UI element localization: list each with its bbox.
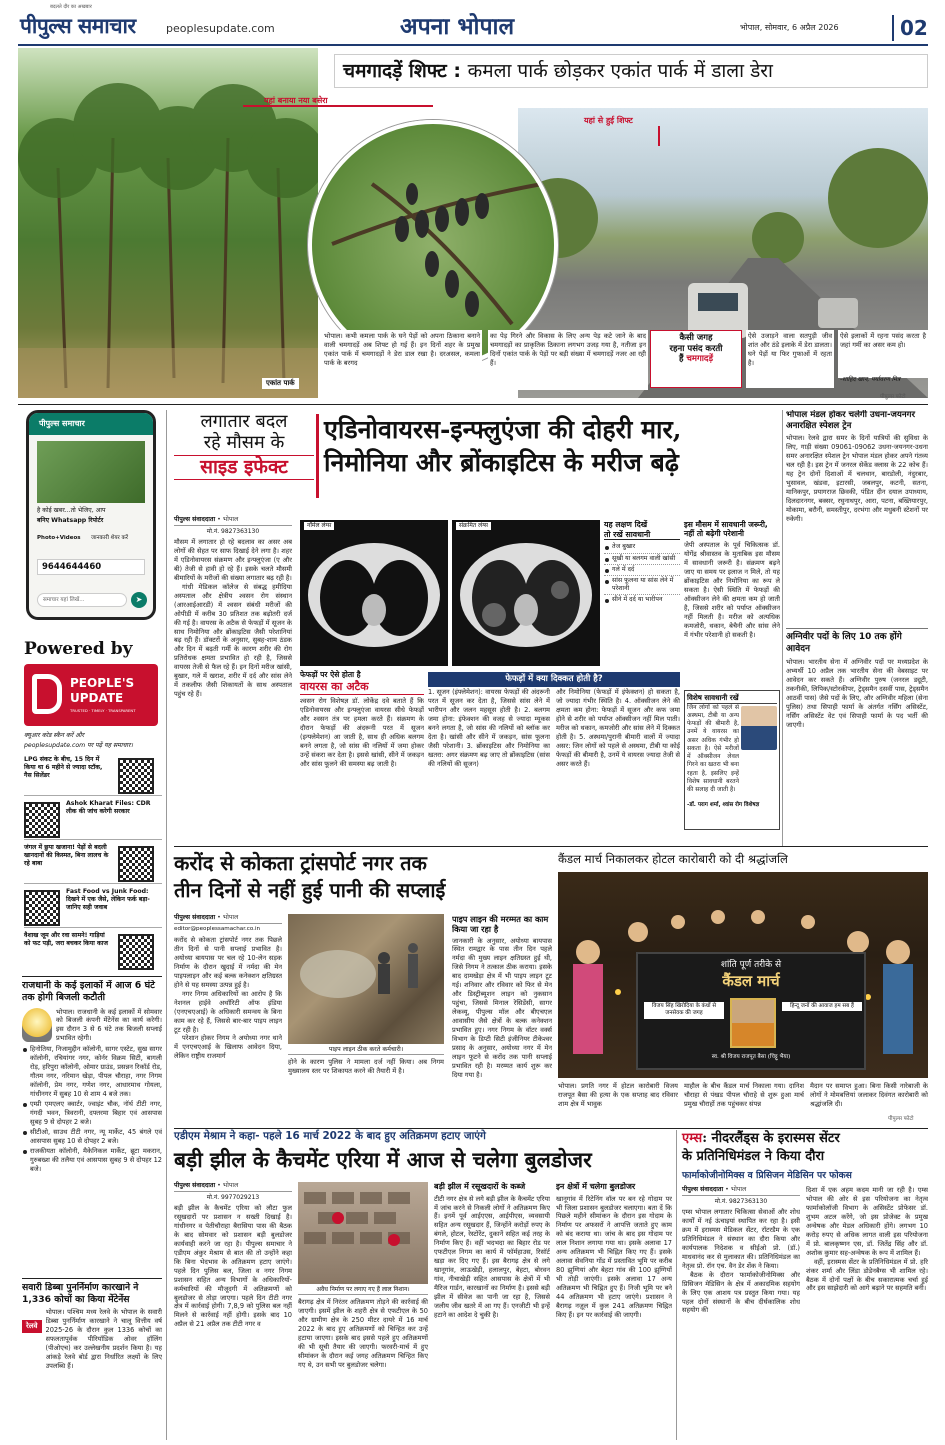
candle-caption-2: माहौल के बीच कैंडल मार्च निकाला गया। दानिश चौराहा से पंखड पीपल चौराहे से शुरू हुआ मार्च प्रमुख चौराहों तक पहुंचकर संपन्न [684,1082,804,1108]
lake-mid-column [434,1182,550,1438]
bulb-icon [22,1008,52,1042]
rail-body: भोपाल। पश्चिम मध्य रेलवे के भोपाल के सवारी डिब्बा पुनर्निर्माण कारखाने ने चालू वित्तीय वर्ष 2025-26 के दौरान कुल 1336 कोचों का सफलतापूर्वक पीरियॉडिक ओवर हॉलिंग (पीओएच) कर उल्लेखनीय प्रदर्शन किया है। यह आंकड़े रेलवे बोर्ड द्वारा निर्धारित लक्ष्यों के लिए उपलब्धि हैं। [45,1308,162,1370]
aiims-kicker: एम्स [682,1131,703,1146]
bats-headline-main: कमला पार्क छोड़कर एकांत पार्क में डाला डेरा [467,60,773,82]
lake-right-column [556,1182,672,1438]
adeno-headline-divider [316,414,319,498]
bats-body-1: भोपाल। कभी कमला पार्क के घने पेड़ों को अपना ठिकाना बनाने वाली चमगादड़ें अब शिफ्ट हो गई हैं। इन दिनों शहर के प्रमुख एकांत पार्क में चमगादड़ों ने डेरा डाल रखा है। दरअसल, कमला पार्क के बरगद [322,330,482,390]
list-item: सीटीओ, साउथ टीटी नगर, न्यू मार्केट, 45 बंगले एवं आसपास सुबह 10 से दोपहर 2 बजे। [22,1128,162,1146]
lake-right-body: खानूगांव में रिटेनिंग वॉल पर बन रहे गोदाम पर भी जिला प्रशासन बुलडोजर चलाएगा। बता दें कि पिछले महीने सीमांकन के दौरान इस गोदाम के निर्माण पर अफसरों ने आपत्ति जताते हुए काम को बंद कराया था। जांच के बाद इस गोदाम पर लाल निशान लगाया गया था। इसके अलावा 17 अन्य अतिक्रमण भी चिह्नित किए गए हैं। इसके अलावा सेवनिया गोंड में प्रस्तावित भूमि पर करीब 80 झुग्गियां और बेहटा गांव की 100 झुग्गियों भी तोड़ी जाएंगी। इसके अलावा 17 अन्य अतिक्रमण भी चिह्नित हुए हैं। निजी भूमि पर बने 44 अतिक्रमण भी हटाए जाएंगे। प्रशासन ने बैरागढ़ नज़ूल में कुल 241 अतिक्रमण चिह्नित किए हैं। इन पर कार्रवाई की जाएगी। [556,1194,672,1319]
whatsapp-photo-label: Photo+Videos [37,535,81,541]
lake-mid-body: टीटी नगर क्षेत्र से लगे बड़ी झील के कैचमेंट एरिया में जांच करने से निकली लोगों ने अतिक्रमण किए हैं। इनमें पूर्व आईएएस, आईपीएस, व्यवसायी सहित अन्य रसूखदार हैं, जिन्होंने करोड़ों रुपए के बंगले, होटल, रेस्टोरेंट, दुकानें सहित कई तरह के निर्माण किए हैं। वहीं भदभदा का बिहार रोड पर एफटीएल निगम का कार्य में फॉर्महाउस, रिसॉर्ट खड़ा कर दिए गए हैं। इस बैरागढ़ क्षेत्र से लगे खानूगांव, लाऊखेड़ी, हलालपुर, बेहटा, बोरवन गांव, नीचाखेड़ी सहित आसपास के क्षेत्रों में भी मैरिज गार्डन, कारखानों का निर्माण है। इससे बड़ी झील में सीवेज का पानी जा रहा है, जिससे जलीय जीव खतरे में आ गए हैं। एनजीटी भी इन्हें हटाने का आदेश दे चुकी है। [434,1194,550,1319]
qr-code-icon[interactable] [24,890,60,926]
bats-habitat-box [650,330,928,390]
whatsapp-send-icon[interactable]: ➤ [131,592,147,608]
special-care-credit: -डॉ. पराग शर्मा, श्वांस रोग विशेषज्ञ [687,801,760,808]
candle-caption-3: मैदान पर समाप्त हुआ। बिना किसी नारेबाजी के लोगों ने मोमबत्तियां जलाकर दिवंगत कारोबारी को श्रद्धांजलि दी। [810,1082,928,1108]
promo-item[interactable]: LPG संकट के बीच, 15 दिन में किया था 6 महीने से ज्यादा स्टॉक, गैस सिलेंडर [24,756,162,796]
bats-headline [334,54,928,88]
doctor-photo [741,706,777,750]
aiims-story [682,1130,928,1440]
rule-2 [174,846,928,847]
list-item: राजकीयता कॉलोनी, मैकेनिकल मार्केट, ब्रूटा मकरान, गुरुबख्श की तलैया एवं आसपास सुबह 9 से दोपहर 12 बजे। [22,1147,162,1174]
bats-headline-sep: : [453,60,461,82]
whatsapp-share-label: जानकारी शेयर करें [91,535,129,541]
rail-headline: सवारी डिब्बा पुनर्निर्माण कारखाने ने 1,336 कोचों का किया मेंटेनेंस [22,1282,139,1305]
candle-march-story [558,850,928,1126]
lake-aiims-divider [676,1130,677,1440]
banner-small-left: विजय सिंह खिरोदिया के कंधों से जनसेवक की जगह [644,1002,724,1019]
powered-by-label: Powered by [24,639,133,659]
rail-story [22,1282,162,1438]
water-side-body: जानकारी के अनुसार, अयोध्या बायपास स्थित रामद्वार के पास तीन दिन पहले नर्मदा की मुख्य लाइन क्षतिग्रस्त हुई थी, जिसे निगम ने तत्काल ठीक कराया। इसके बाद दामखेड़ा क्षेत्र में भी पाइप लाइन टूट गई। शनिवार और रविवार को फिर से मेन और डिस्ट्रीब्यूशन लाइन को नुकसान पहुंचा, जिससे मिनाल रेसिडेंसी, सागर लेकव्यू, पीपुल्स मॉल और बीएचएल आवासीय जैसे क्षेत्रों के बल्क कनेक्शन प्रभावित हुए। नगर निगम के वॉटर वर्क्स विभाग के डिप्टी सिटी इंजीनियर टीकेश्वर प्रसाद के अनुसार, अयोध्या नगर में मेन लाइन फूटने से करोंद तक पानी सप्लाई प्रभावित रही है। मरम्मत कार्य शुरू कर दिया गया है। [452,936,552,1079]
brand-line-2: UPDATE [70,691,124,705]
pipeline-repair-photo [288,914,444,1044]
banner-line-1: शांति पूर्ण तरीके से [720,960,782,970]
lung-attack-box [300,670,424,828]
rail-tag: रेलवे [22,1320,42,1333]
symptoms-box [604,520,680,666]
water-byline: पीपुल्स संवाददाता • भोपाल editor@peoplessamachar.co.in [174,914,282,934]
care-headline: इस मौसम में सावधानी जरूरी, नहीं तो बढ़ेगी परेशानी [684,520,768,539]
shift-arrow [658,126,660,146]
ekant-park-caption: एकांत पार्क [262,378,299,389]
peoples-update-logo [24,664,158,726]
infected-lung-scan [452,520,600,666]
aiims-byline: पीपुल्स संवाददाता • भोपाल मो.नं. 9827363130 [682,1186,800,1206]
aiims-body-2: दिशा में एक अहम कदम मानी जा रही है। एम्स भोपाल की ओर से इस परियोजना का नेतृत्व फार्माकोलॉजी विभाग के असिस्टेंट प्रोफेसर डॉ. शुभम अटल करेंगे, जो इस प्रोजेक्ट के प्रमुख अन्वेषक और मेडल अधिकारी होंगे। लगभग 10 करोड़ रुपए से अधिक लागत वाली इस परियोजना में प्रो. बालकृष्णन एस, डॉ. जितेंद्र सिंह और डॉ. अशोक कुमार सह-अन्वेषक के रूप में शामिल हैं। वहीं, इरास्मस सेंटर के प्रतिनिधिमंडल में प्रो. हरि शंकर शर्मा और लिंडा डोडेनबैग्स भी शामिल रहे। बैठक में दोनों पक्षों के बीच सकारात्मक चर्चा हुई और इस साझेदारी को आगे बढ़ाने पर सहमति बनी। [806,1186,928,1293]
whatsapp-photo [37,441,145,503]
list-item: सूखी या बलगम वाली खांसी [604,555,680,565]
lake-headline: बड़ी झील के कैचमेंट एरिया में आज से चलेगा बुलडोजर [174,1147,592,1172]
lung-scan-illustration [452,520,600,666]
lung-problems-col-1: 1. सूजन (इंफ्लेमेशन): वायरस फेफड़ों की अंदरूनी परत में सूजन कर देता है, जिससे सांस लेने में भारीपन और जलन महसूस होती है। 2. बलगम जमा होना: इंफेक्शन की वजह से ज्यादा म्यूकस बनने लगता है, जो सांस की नलियों को ब्लॉक कर देता है। खांसी और सीने में जकड़न, सांस फूलना जैसी परेशानी। 3. ब्रोंकाइटिस और निमोनिया का खतरा: अगर संक्रमण बढ़ जाए तो ब्रोंकाइटिस (सांस की नलियों की सूजन) [428,688,550,768]
water-story [174,850,552,1126]
power-cut-list [22,1045,162,1174]
scan-label-infected: संक्रमित लंग्स [456,522,491,530]
bats-headline-kicker: चमगादड़ें शिफ्ट [343,60,447,82]
pipeline-photo-caption: पाइप लाइन ठीक करते कर्मचारी। [288,1046,444,1055]
water-side [452,914,552,1124]
lake-mid-headline: बड़ी झील में रसूखदारों के कब्जे [434,1182,526,1191]
promo-item[interactable]: Ashok Kharat Files: CDR लीक की जांच करेगी सरकार [24,800,162,840]
new-roost-arrow [243,105,433,107]
brand-line-1: PEOPLE'S [70,676,135,690]
habitat-box-text-1: ऐसे उजाड़ने वाला सतपुड़ी जीव शांत और ठंडे इलाके में डेरा डालता। घने पेड़ों या फिर गुफाओं में रहता है। [746,330,834,388]
special-care-headline: विशेष सावधानी रखें [687,693,777,704]
lung-problems-headline: फेफड़ों में क्या दिक्कत होती है? [428,672,680,687]
power-cut-body: भोपाल। राजधानी के कई इलाकों में सोमवार को बिजली कंपनी मेंटेनेंस का कार्य करेगी। इस दौरान 3 से 6 घंटे तक बिजली सप्लाई प्रभावित रहेगी। [56,1007,162,1043]
water-body-2: होने के कारण पुलिस ने मामला दर्ज नहीं किया। अब निगम मुख्यालय स्तर पर शिकायत करने की तैयारी में है। [288,1058,444,1075]
habitat-box-title: कैसी जगह रहना पसंद करती हैं चमगादड़ें [650,330,742,388]
qr-code-icon[interactable] [118,846,154,882]
scan-label-normal: नॉर्मल लंग्स [304,522,334,530]
rule-1 [18,404,928,405]
list-item: हिनोतिया, निजामुद्दीन कॉलोनी, सागर एस्टेट, सुख सागर कॉलोनी, रचियांगर नगर, कोर्नर विक्रम सिटी, बागली रोड़, हरिपुरा कॉलोनी, ओमार ग्राउंड, प्रसन्नन रिकॉर्ड रोड, गौतम नगर, नरिमान खेड़ा, पीपल चौराहा, नगर निगम कॉलोनी, प्रेम नगर, गणेश नगर, आधारमाथ गोयला, गांधीनगर में सुबह 10 से शाम 4 बजे तक। [22,1045,162,1099]
habitat-box-text-2: ऐसे इलाकों में रहना पसंद करता है जहां गर्मी का असर कम हो। [838,330,928,378]
list-item: गले में दर्द [604,566,680,576]
train-body: भोपाल। रेलवे द्वारा समर के दिनों यात्रियों की सुविधा के लिए, गाड़ी संख्या 09061-09062 उधना-जयनगर-उधना समर अनारक्षित स्पेशल ट्रेन भोपाल मंडल होकर अपने गंतव्य चल रही है। इस ट्रेन में जनरल सेकेंड क्लास के 22 कोच हैं। यह ट्रेन दोनों दिशाओं में चलथान, बारडोली, नंदुरबार, भुसावल, खंडवा, इटारसी, जबलपुर, कटनी, सतना, मानिकपुर, प्रयागराज छिवकी, पंडित दीन दयाल उपाध्याय, दिलदारनगर, बक्सर, रघुनाथपुर, आरा, पटना, बख्तियारपुर, मोकामा, बरौनी, समस्तीपुर, दरभंगा और मधुबनी स्टेशनों पर रुकेगी। [786,434,928,524]
banner-portrait [730,998,776,1048]
lake-kicker: एडीएम मेश्राम ने कहा- पहले 16 मार्च 2022 के बाद हुए अतिक्रमण हटाए जाएंगे [174,1130,486,1142]
promo-item[interactable]: जंगल में छुपा खजाना! पेड़ों से बदली खानदानों की किस्मत, बिना लालच के रहे बाबा [24,844,162,884]
new-roost-label: यहां बनाया नया बसेरा [264,96,328,105]
train-headline: भोपाल मंडल होकर चलेगी उधना-जयनगर अनारक्षित स्पेशल ट्रेन [786,410,916,431]
whatsapp-number[interactable]: 9644644460 [37,559,145,575]
agniveer-body: भोपाल। भारतीय सेना में अग्निवीर पदों पर मध्यप्रदेश के अभ्यर्थी 10 अप्रैल तक भारतीय सेना की वेबसाइट पर आवेदन कर सकते हैं। अग्निवीर पुरुष (जनरल ड्यूटी, तकनीकी, लिपिक/स्टोरकीपर, ट्रेड्समैन दसवीं पास, ट्रेड्समैन आठवीं पास) जैसे पदों के लिए, और अग्निवीर महिला (सेना पुलिस) तथा सिपाही फार्मा के अंतर्गत नर्सिंग असिस्टेंट, नर्सिंग असिस्टेंट वेट एवं सिपाही फार्मा के पद भर्ती की जाएगी। [786,657,928,729]
candle-photo-credit: पीपुल्स फोटो [888,1116,914,1122]
sidebar-rule-1 [22,976,162,977]
lake-body-2: बैरागढ़ क्षेत्र में निरंतर अतिक्रमण तोड़ने की कार्रवाई की जाएगी। इसमें झील के शहरी क्षेत्र से एफटीएल के 50 और ग्रामीण क्षेत्र के 250 मीटर दायरे में 16 मार्च 2022 के बाद हुए अतिक्रमणों को चिन्हित कर उन्हें हटाया जाएगा। इसके बाद इससे पहले हुए अतिक्रमणों की भी सूची तैयार की जाएगी। फरवरी-मार्च में हुए सीमांकन के दौरान कई जगह अतिक्रमण चिन्हित किए गए थे, उन सभी पर बुलडोजर चलेगा। [298,1298,428,1369]
promo-list [24,756,162,976]
water-side-headline: पाइप लाइन की मरम्मत का काम किया जा रहा है [452,914,549,935]
lung-attack-sub: फेफड़ों पर ऐसे होता है [300,670,361,679]
lake-body-1: बड़ी झील के कैचमेंट एरिया को लौटा फुल रसूखदारों पर प्रशासन न सख्ती दिखाई है। गांधीनगर व पेतीचौराहा बैरासिया पास की बैठक के बाद सोमवार को प्रशासन बड़ी बुलडोजर कार्यवाही करने जा रहा है। पीपुल्स समाचार ने एडीएम अंकुर मेश्राम से बात की तो उन्होंने कहा कि बिना भेदभाव के अतिक्रमण हटाए जाएंगे। पहले दिन पुलिस बल, जिला व नगर निगम प्रशासन सहित अन्य विभागों के अधिकारियों-कर्मचारियों की मौजूदगी में अतिक्रमणों को बुलडोजर से तोड़ा जाएगा। पहले दिन टीटी नगर क्षेत्र में कार्रवाई होगी। 7,8,9 को पुलिस बल नहीं मिलने से कार्रवाई नहीं होगी। इसके बाद 10 अप्रैल से 21 अप्रैल तक टीटी नगर व [174,1204,292,1329]
page-number: 02 [892,15,926,41]
whatsapp-promo [26,410,156,620]
adeno-body: मौसम में लगातार हो रहे बदलाव का असर अब लोगों की सेहत पर साफ दिखाई देने लगा है। शहर में एडिनोवायरस संक्रमण और इन्फ्लुएंजा (ए और बी) तेजी से हावी हो रहे हैं। इसके चलते मौसमी बीमारियों के मरीजों की संख्या लगातार बढ़ रही है। गांधी मेडिकल कॉलेज से संबद्ध हमीदिया अस्पताल और क्षेत्रीय श्वसन रोग संस्थान (आरआईआरडी) में श्वसन संबंधी मरीजों की ओपीडी में करीब 30 प्रतिशत तक बढ़ोतरी दर्ज की गई है। वायरस के अटैक से फेफड़ों में सूजन के साथ निमोनिया और ब्रोंकाइटिस जैसी परेशानियां बढ़ रही हैं। डॉक्टरों के अनुसार, सुबह-शाम ठंडक और दिन में बढ़ती गर्मी के कारण शरीर की रोग प्रतिरोधक क्षमता प्रभावित हो रही है, जिससे वायरस तेजी से फैल रहे हैं। इन दिनों मरीज खांसी, बुखार, गले में खराश, शरीर में दर्द और सांस लेने में तकलीफ जैसी शिकायतों के साथ अस्पताल पहुंच रहे हैं। [174,538,292,699]
lung-attack-head: वायरस का अटैक [300,680,424,696]
rule-3 [174,1128,928,1129]
right-col-divider [782,410,783,846]
dateline: भोपाल, सोमवार, 6 अप्रैल 2026 [740,23,839,32]
qr-code-icon[interactable] [118,758,154,794]
adeno-story [174,410,780,860]
masthead-logo: पीपुल्स समाचार [20,13,136,38]
normal-lung-scan [300,520,448,666]
power-cut-headline: राजधानी के कई इलाकों में आज 6 घंटे तक होगी बिजली कटौती [22,980,155,1003]
wall-illustration [298,1182,428,1284]
candle-headline: कैंडल मार्च निकालकर होटल कारोबारी को दी श्रद्धांजलि [558,852,788,866]
logo-mark-icon [32,674,62,714]
special-care-box [684,690,780,830]
lung-attack-body: श्वसन रोग विशेषज्ञ डॉ. लोकेंद्र दवे बताते हैं कि एडिनोवायरस और इन्फ्लुएंजा वायरस सीधे फेफड़ों और श्वसन तंत्र पर हमला करते हैं। संक्रमण के दौरान फेफड़ों की अंदरूनी परत में सूजन (इन्फ्लेमेशन) आ जाती है, साथ ही अधिक बलगम बनने लगता है, जो सांस की नलियों में जमा होकर उन्हें संकरा कर देता है। इससे खांसी, सीने में जकड़न और सांस फूलने की समस्या बढ़ जाती है। [300,697,424,769]
shift-label: यहां से हुई शिफ्ट [584,116,633,125]
list-item: सांस फूलना या सांस लेने में परेशानी [604,577,680,595]
symptom-list [604,543,680,604]
candle-caption-1: भोपाल। प्रगति नगर में होटल कारोबारी विजय राजपूत बैसा की हत्या के एक सप्ताह बाद रविवार शाम क्षेत्र में भावुक [558,1082,678,1108]
special-care-body: जिन लोगों को पहले से अस्थमा, टीबी या अन्य फेफड़ों की बीमारी है, उनमें ये वायरस का असर अधिक गंभीर हो सकता है। ऐसे मरीजों में ऑक्सीजन लेवल गिरने का खतरा भी बना रहता है, इसलिए इन्हें विशेष सावधानी बरतने की सलाह दी जाती है। [687,703,739,794]
list-item: सीने में दर्द या भारीपन [604,596,680,604]
masthead-website[interactable]: peoplesupdate.com [166,22,275,35]
list-item: एम्प्री एमएलए क्वार्टर, ज्वाइंट चौक, नॉर्थ टीटी नगर, गंगदी भवन, त्रिवरानी, दफ्तरमा बिहार एवं आसपास सुबह 9 से दोपहर 2 बजे। [22,1100,162,1127]
whatsapp-text-2: बनिए Whatsapp रिपोर्टर [37,517,104,524]
left-sidebar [18,410,164,1440]
bats-story [18,48,928,403]
promo-item[interactable]: वैशाख जूम और रवा सामने! गाड़ियां को फट पड़ी, जरा बचकर किया काज [24,932,162,972]
adeno-headline: एडिनोवायरस-इन्फ्लुएंजा की दोहरी मार, निमोनिया और ब्रोंकाइटिस के मरीज बढ़े [324,415,682,477]
lake-story [174,1130,672,1440]
whatsapp-input[interactable]: समाचार यहां लिखें... [37,593,127,607]
masthead-rule [18,44,928,46]
qr-code-icon[interactable] [24,802,60,838]
symptoms-headline: यह लक्षण दिखें तो रखें सावधानी [604,520,680,540]
agniveer-headline: अग्निवीर पदों के लिए 10 तक होंगे आवेदन [786,632,902,654]
lung-scan-illustration [300,520,448,666]
lake-right-headline: इन क्षेत्रों में चलेगा बुलडोजर [556,1182,636,1191]
care-column [684,520,780,685]
adeno-kicker: लगातार बदल रहे मौसम के साइड इफेक्ट [174,412,314,480]
brand-tagline: TRUSTED · TIMELY · TRANSPARENT [70,708,136,713]
masthead-logo-tagline: बदलते दौर का अखबार [50,4,92,10]
lake-byline: पीपुल्स संवाददाता • भोपाल मो.नं. 9977029213 [174,1182,292,1202]
bats-photo-credit: पीपुल्स फोटो [880,394,906,400]
list-item: तेज बुखार [604,543,680,553]
aiims-headline: एम्स: नीदरलैंड्स के इरास्मस सेंटर के प्रतिनिधिमंडल ने किया दौरा [682,1131,840,1164]
train-story [786,410,928,846]
encroachment-photo-caption: अवैध निर्माण पर लगाए गए हैं लाल निशान। [298,1286,428,1295]
encroachment-photo [298,1182,428,1284]
aiims-subheadline: फार्माकोजीनोमिक्स व प्रिसिजन मेडिसिन पर फोकस [682,1170,852,1181]
pipeline-illustration [288,914,444,1044]
lung-problems-col-2: और निमोनिया (फेफड़ों में इंफेक्शन) हो सकता है, जो ज्यादा गंभीर स्थिति है। 4. ऑक्सीजन लेने की क्षमता कम होना: फेफड़ों में सूजन और कफ जमा होने से शरीर को पर्याप्त ऑक्सीजन नहीं मिल पाती। मरीज को थकान, कमजोरी और सांस लेने में दिक्कत होती है। 5. अस्थमा/पुरानी बीमारी वालों में ज्यादा असर: जिन लोगों को पहले से अस्थमा, टीबी या कोई फेफड़ों की बीमारी है, उनमें ये वायरस ज्यादा तेजी से असर करते हैं। [556,688,680,768]
promo-item[interactable]: Fast Food vs Junk Food: दिखने में एक जैसे, लेकिन फर्क बड़ा- जानिए सही जवाब [24,888,162,928]
masthead [0,0,945,44]
adeno-byline: पीपुल्स संवाददाता • भोपाल मो.नं. 9827363130 [174,516,292,536]
sidebar-divider [166,410,167,1440]
sidebar-rule-2 [22,1278,162,1279]
power-cut-story [22,980,162,1276]
banner-line-2: कैंडल मार्च [722,971,780,990]
care-body: जेपी अस्पताल के पूर्व चिकित्सक डॉ. योगेंद्र श्रीवास्तव के मुताबिक इस मौसम में सावधानी जरूरी है। संक्रमण बढ़ने जाए या समय पर इलाज न मिले, तो यह ब्रोंकाइटिस और निमोनिया का रूप ले सकता है। ऐसी स्थिति में फेफड़ों की ऑक्सीजन लेने की क्षमता कम हो जाती है, जिससे शरीर को पर्याप्त ऑक्सीजन नहीं मिलती है। मरीज को अत्यधिक कमजोरी, थकान, बेचैनी और सांस लेने में गंभीर परेशानी हो सकती है। [684,540,780,639]
lung-problems-box [428,672,680,830]
whatsapp-text-1: है कोई खबर...तो भेजिए, आप [37,507,106,514]
candle-march-photo [558,872,928,1078]
aiims-body-1: एम्स भोपाल लगातार चिकित्सा सेवाओं और शोध कार्यों में नई ऊंचाइयां स्थापित कर रहा है। इसी क्रम में इरास्मस मेडिकल सेंटर, रॉटरडैम के एक प्रतिनिधिमंडल ने संस्थान का दौरा किया और कार्यपालक निदेशक व सीईओ प्रो. (डॉ.) माधवानंद कर से मुलाकात की। प्रतिनिधिमंडल का नेतृत्व प्रो. रॉन एच. वैन डेर शेंक ने किया। बैठक के दौरान फार्माकोजीनोमिक्स और प्रिसिजन मेडिसिन के क्षेत्र में अकादमिक सहयोग के लिए एक आशय पत्र प्रस्तुत किया गया। यह पहल दोनों संस्थानों के बीच दीर्घकालिक शोध सहयोग की [682,1208,800,1315]
whatsapp-header: पीपुल्स समाचार [29,413,153,435]
banner-small-right: हिन्दू जनों की आवाज हम सब हैं [782,1002,862,1011]
bats-body-2: का पेड़ गिरने और विकास के लिए अन्य पेड़ कटे जाने के बाद चमगादड़ों का प्राकृतिक ठिकाना लगभग उजड़ गया है, नतीजा इन दिनों एकांत पार्क के पेड़ों पर बड़ी संख्या में चमगादड़ें नजर आ रही हैं। [488,330,648,390]
water-headline: करोंद से कोकता ट्रांसपोर्ट नगर तक तीन दिनों से नहीं हुई पानी की सप्लाई [174,851,446,902]
water-body-1: करोंद से कोकता ट्रांसपोर्ट नगर तक पिछले तीन दिनों से पानी सप्लाई प्रभावित है। अयोध्या बायपास पर चल रहे 10-लेन सड़क निर्माण के दौरान खुदाई में नर्मदा की मेन पाइपलाइन और कई बल्क कनेक्शन क्षतिग्रस्त होने से यह समस्या उत्पन्न हुई है। नगर निगम अधिकारियों का आरोप है कि नेशनल हाईवे अथॉरिटी ऑफ इंडिया (एनएचएआई) के अधिकारी समन्वय के बिना काम कर रहे हैं, जिससे बार-बार पाइप लाइन टूट रही है। परेशान होकर निगम ने अयोध्या नगर थाने में एनएचएआई के खिलाफ आवेदन दिया, लेकिन राष्ट्रीय राजमार्ग [174,936,282,1061]
banner-name: स्व. श्री विजय राजपूत बैसा (चिट्टू भैया) [711,1054,791,1060]
section-title: अपना भोपाल [400,13,515,40]
candle-banner [636,952,866,1070]
habitat-box-credit: -शाहिद खान, पर्यावरण मित्र [840,376,901,383]
qr-instruction-1: क्यूआर कोड स्कैन करें और [24,732,85,739]
qr-instruction-2: peoplesupdate.com पर पढ़ें यह समाचार। [24,742,133,749]
qr-code-icon[interactable] [118,934,154,970]
